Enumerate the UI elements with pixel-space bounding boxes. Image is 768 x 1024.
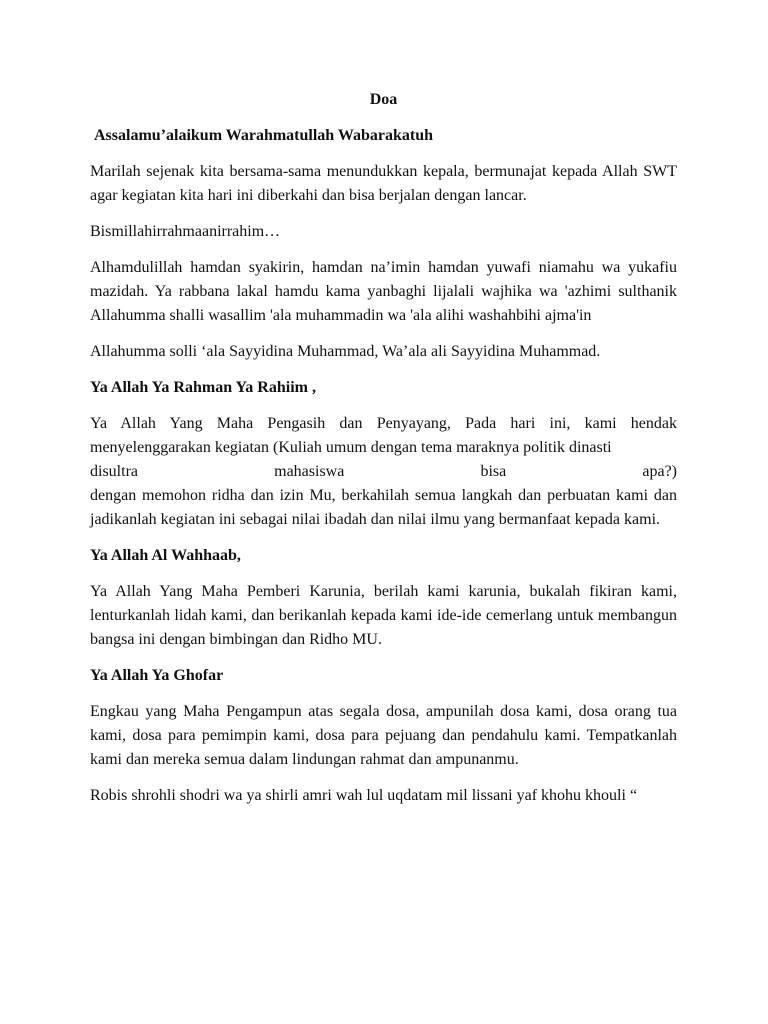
- document-page: [90, 88, 677, 820]
- document-title: Doa: [369, 91, 398, 108]
- paragraph-basmalah: Bismillahirrahmaanirrahim…: [90, 223, 281, 240]
- word-disultra: disultra: [90, 463, 138, 480]
- paragraph-opening: Marilah sejenak kita bersama-sama menundukkan kepala, bermunajat kepada Allah SWT agar kegiatan kita hari ini diberkahi dan bisa berjalan dengan lancar.: [90, 163, 677, 204]
- paragraph-karunia: Ya Allah Yang Maha Pemberi Karunia, berilah kami karunia, bukalah fikiran kami, lenturkanlah lidah kami, dan berikanlah kepada kami ide-ide cemerlang untuk membangun bangsa ini dengan bimbingan dan Ridho MU.: [90, 583, 677, 648]
- heading-rahman: Ya Allah Ya Rahman Ya Rahiim ,: [90, 379, 316, 396]
- paragraph-pengampun: Engkau yang Maha Pengampun atas segala dosa, ampunilah dosa kami, dosa orang tua kami, dosa para pemimpin kami, dosa para pejuang dan pendahulu kami. Tempatkanlah kami dan mereka semua dalam lindungan rahmat dan ampunanmu.: [90, 703, 677, 768]
- paragraph-shalawat: Allahumma solli ‘ala Sayyidina Muhammad, Wa’ala ali Sayyidina Muhammad.: [90, 343, 601, 360]
- greeting: Assalamu’alaikum Warahmatullah Wabarakatuh: [94, 127, 434, 144]
- paragraph-kegiatan-spread-line: [90, 460, 677, 484]
- word-bisa: bisa: [480, 463, 507, 480]
- paragraph-kegiatan: [90, 412, 677, 532]
- word-mahasiswa: mahasiswa: [274, 463, 345, 480]
- paragraph-robis: Robis shrohli shodri wa ya shirli amri wah lul uqdatam mil lissani yaf khohu khouli “: [90, 787, 638, 804]
- word-apa: apa?): [642, 463, 677, 480]
- heading-wahhaab: Ya Allah Al Wahhaab,: [90, 547, 241, 564]
- paragraph-hamdalah: Alhamdulillah hamdan syakirin, hamdan na’imin hamdan yuwafi niamahu wa yukafiu mazidah. Ya rabbana lakal hamdu kama yanbaghi lijalali wajhika wa 'azhimi sulthanik Allahumma shalli wasallim 'ala muhammadin wa 'ala alihi washahbihi ajma'in: [90, 259, 677, 324]
- paragraph-kegiatan-part1: Ya Allah Yang Maha Pengasih dan Penyayang, Pada hari ini, kami hendak menyelenggarakan kegiatan (Kuliah umum dengan tema maraknya politik dinasti: [90, 415, 677, 456]
- paragraph-kegiatan-part2: dengan memohon ridha dan izin Mu, berkahilah semua langkah dan perbuatan kami dan jadikanlah kegiatan ini sebagai nilai ibadah dan nilai ilmu yang bermanfaat kepada kami.: [90, 487, 677, 528]
- heading-ghofar: Ya Allah Ya Ghofar: [90, 667, 224, 684]
